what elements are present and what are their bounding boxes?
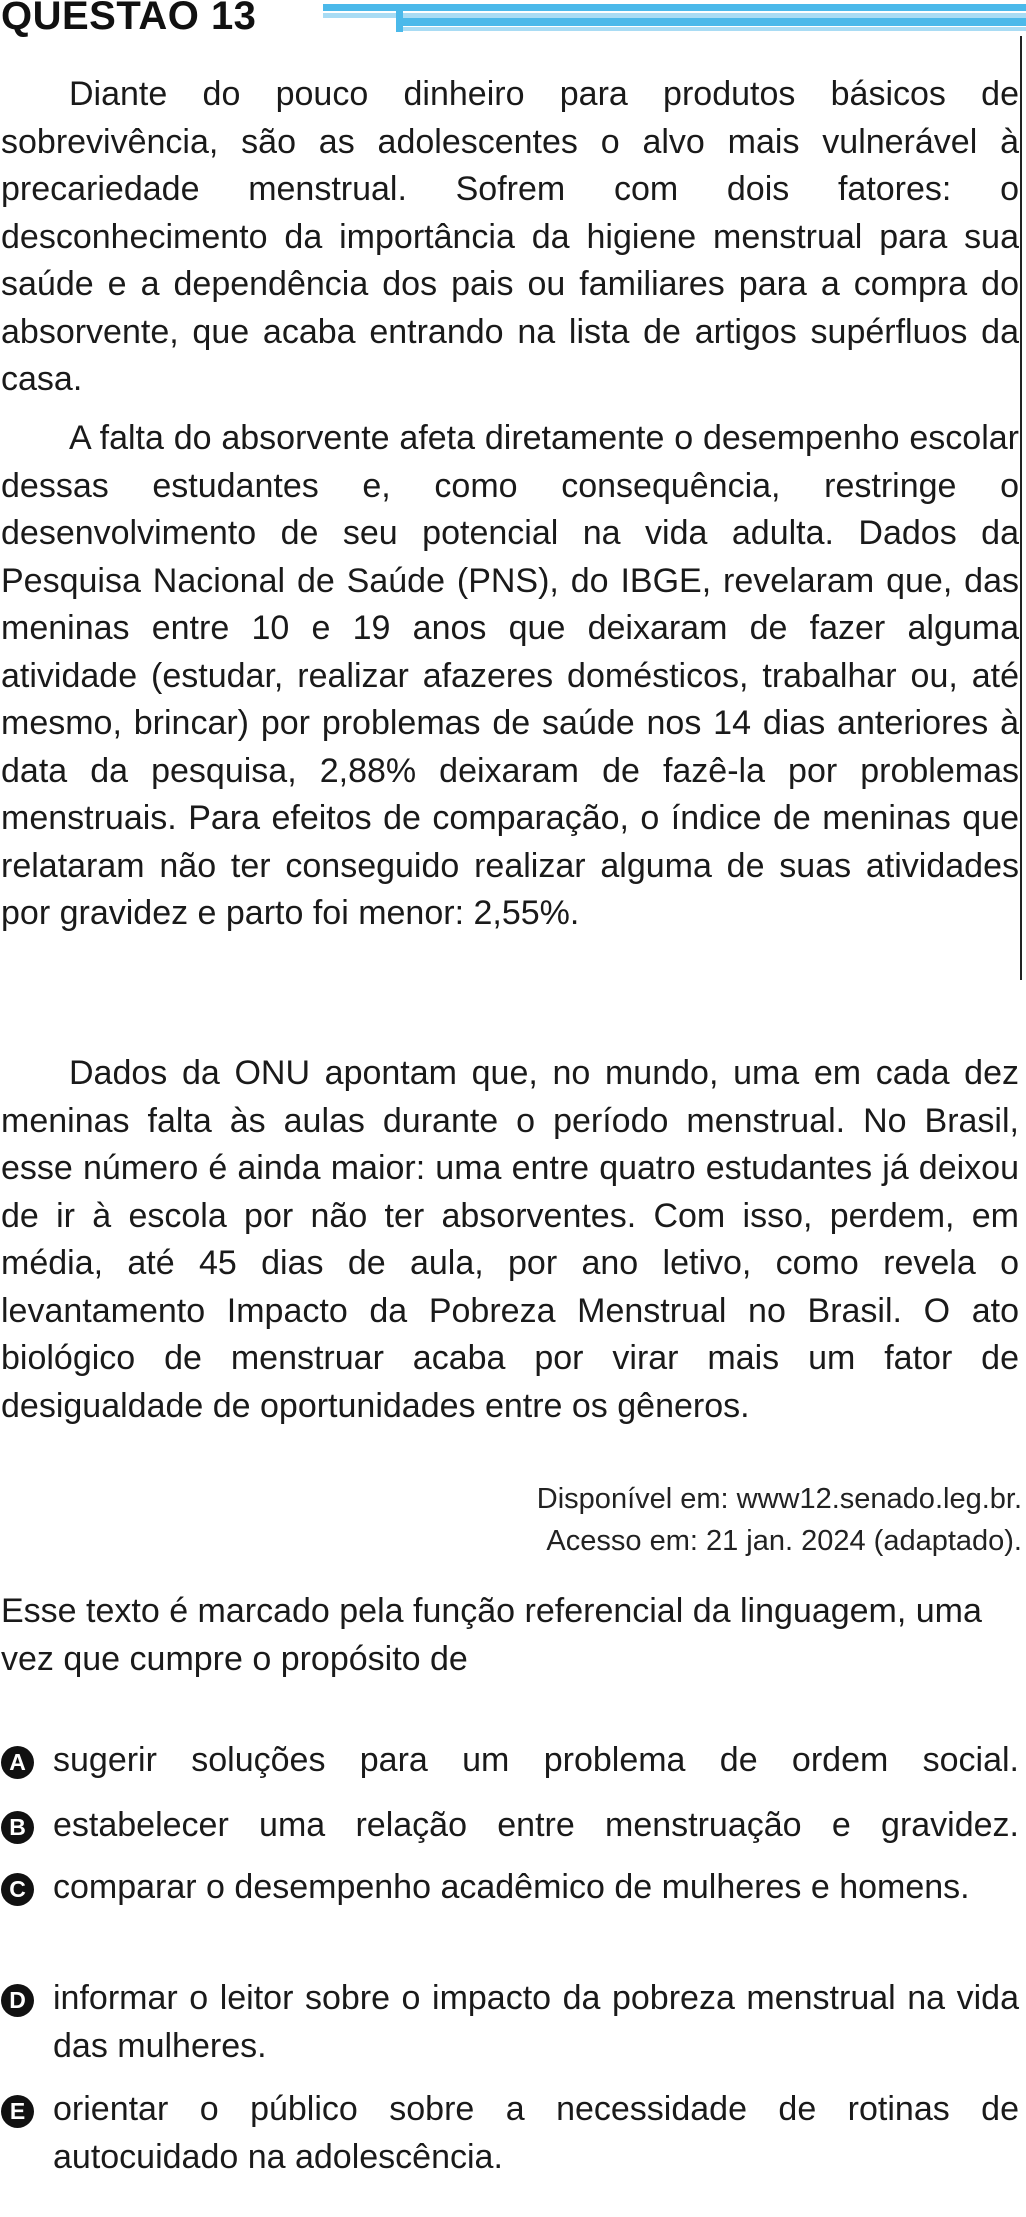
option-c-text: comparar o desempenho acadêmico de mulheres e homens. <box>53 1868 970 1906</box>
text-paragraph-2: A falta do absorvente afeta diretamente o desempenho escolar dessas estudantes e, como consequência, restringe o desenvolvimento de seu potencial na vida adulta. Dados da Pesquisa Nacional de Saúde (PNS), do IBGE, revelaram que, das meninas entre 10 e 19 anos que deixaram de fazer alguma atividade (estudar, realizar afazeres domésticos, trabalhar ou, até mesmo, brincar) por problemas de saúde nos 14 dias anteriores à data da pesquisa, 2,88% deixaram de fazê-la por problemas menstruais. Para efeitos de comparação, o índice de meninas que relataram não ter conseguido realizar alguma de suas atividades por gravidez e parto foi menor: 2,55%. <box>1 419 1019 932</box>
option-letter-e-icon: E <box>1 2095 34 2128</box>
header-decor-stripe <box>323 4 1026 11</box>
option-letter-c-icon: C <box>1 1873 34 1906</box>
option-letter-d-icon: D <box>1 1984 34 2017</box>
text-paragraph-1: Diante do pouco dinheiro para produtos básicos de sobrevivência, são as adolescentes o alvo mais vulnerável à precariedade menstrual. Sofrem com dois fatores: o desconhecimento da importância da higiene menstrual para sua saúde e a dependência dos pais ou familiares para a compra do absorvente, que acaba entrando na lista de artigos supérfluos da casa. <box>1 75 1019 398</box>
option-letter-a-icon: A <box>1 1746 34 1779</box>
option-a-text: sugerir soluções para um problema de ordem social. <box>53 1741 1019 1779</box>
option-letter-b-icon: B <box>1 1811 34 1844</box>
source-availability: Disponível em: www12.senado.leg.br. <box>536 1483 1022 1515</box>
source-access-date: Acesso em: 21 jan. 2024 (adaptado). <box>546 1525 1022 1557</box>
header-decor-notch <box>396 8 403 32</box>
option-d-text: informar o leitor sobre o impacto da pobreza menstrual na vida das mulheres. <box>53 1979 1019 2065</box>
question-title: QUESTAO 13 <box>1 0 257 38</box>
question-prompt: Esse texto é marcado pela função referencial da linguagem, uma vez que cumpre o propósito de <box>1 1592 982 1678</box>
text-paragraph-3: Dados da ONU apontam que, no mundo, uma em cada dez meninas falta às aulas durante o período menstrual. No Brasil, esse número é ainda maior: uma entre quatro estudantes já deixou de ir à escola por não ter absorventes. Com isso, perdem, em média, até 45 dias de aula, por ano letivo, como revela o levantamento Impacto da Pobreza Menstrual no Brasil. O ato biológico de menstruar acaba por virar mais um fator de desigualdade de oportunidades entre os gêneros. <box>1 1054 1019 1425</box>
text-side-rule <box>1020 36 1022 980</box>
question-header <box>0 0 1026 40</box>
option-e-text: orientar o público sobre a necessidade de rotinas de autocuidado na adolescência. <box>53 2090 1019 2176</box>
header-decor-stripe <box>398 27 1026 31</box>
header-decor-stripe <box>398 18 1026 26</box>
option-b-text: estabelecer uma relação entre menstruação e gravidez. <box>53 1806 1019 1844</box>
